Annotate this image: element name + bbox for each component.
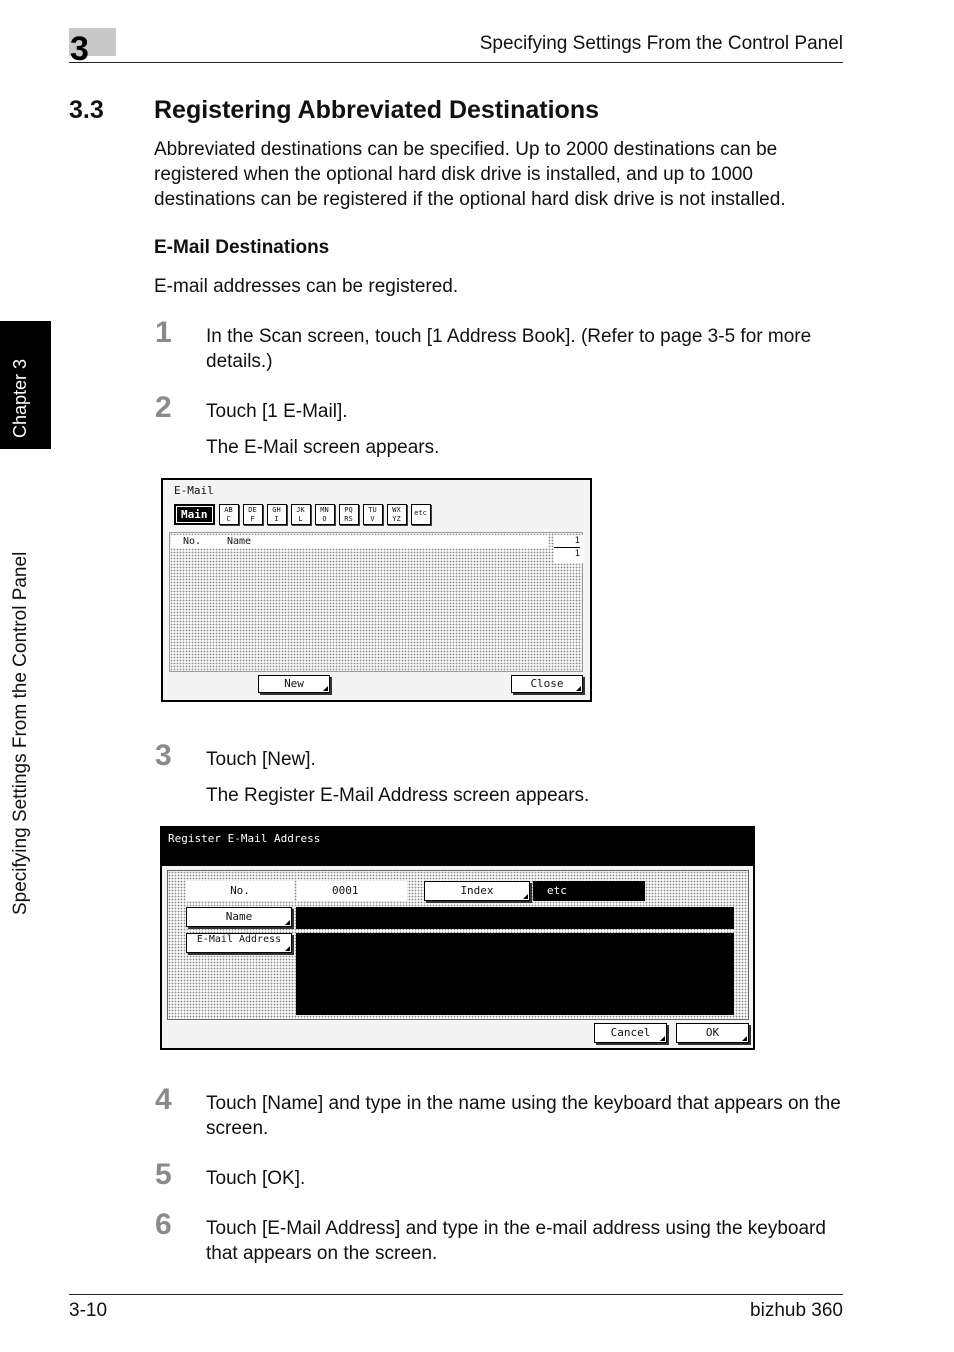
step-text: Touch [OK]. [206,1168,306,1189]
page-total: 1 [554,547,580,560]
tab-label: etc [414,508,427,517]
index-button[interactable] [424,881,530,901]
new-button[interactable] [258,675,330,693]
corner-mark [660,1036,665,1041]
step-result: The Register E-Mail Address screen appears. [206,785,590,806]
tab-main[interactable]: Main [174,504,215,525]
corner-mark [742,1036,747,1041]
step-number: 4 [155,1083,172,1116]
tab-tuv[interactable] [363,504,383,525]
tab-label: JK [296,505,305,514]
tab-label: I [274,514,279,523]
section-number: 3.3 [69,96,104,124]
subheading: E-Mail Destinations [154,237,330,258]
ok-button[interactable] [676,1023,749,1043]
column-no: No. [183,536,202,547]
step-number: 6 [155,1208,172,1241]
no-value: 0001 [297,881,407,901]
index-button-label: Index [460,884,494,897]
side-chapter-label: Chapter 3 [10,358,30,438]
register-email-screen [160,826,755,1050]
tab-label: O [322,514,327,523]
list-header [171,535,548,548]
step-text: Touch [Name] and type in the name using the keyboard that appears on the screen. [206,1093,841,1139]
name-button[interactable] [186,907,292,927]
destination-list [169,532,583,672]
name-button-label: Name [225,910,253,923]
tab-label: DE [248,505,257,514]
tab-label: TU [368,505,377,514]
section-title: Registering Abbreviated Destinations [154,96,599,124]
tab-label: WX [392,505,401,514]
screen-title: E-Mail [174,484,214,497]
running-title: Specifying Settings From the Control Panel [479,33,843,54]
chapter-number: 3 [70,30,89,68]
tab-label: MN [320,505,329,514]
new-button-label: New [284,677,304,690]
ok-button-label: OK [705,1026,720,1039]
corner-mark [523,894,528,899]
step-number: 5 [155,1158,172,1191]
email-address-button[interactable] [186,933,292,953]
cancel-button[interactable] [594,1023,667,1043]
tab-ghi[interactable] [267,504,287,525]
tab-label: F [250,514,255,523]
tab-label: PQ [344,505,353,514]
side-section-label: Specifying Settings From the Control Panel [10,551,31,915]
tab-wxyz[interactable] [387,504,407,525]
tab-label: L [298,514,303,523]
step-number: 3 [155,739,172,772]
column-name: Name [227,536,252,547]
product-name: bizhub 360 [750,1300,843,1321]
close-button[interactable] [511,675,583,693]
corner-mark [285,920,290,925]
email-address-field[interactable] [296,933,734,1015]
section-intro: Abbreviated destinations can be specified. Up to 2000 destinations can be registered when the optional hard disk drive is installed, and up to 1000 destinations can be registered if the optional hard disk drive is not installed. [154,139,786,210]
tab-abc[interactable] [219,504,239,525]
tab-def[interactable] [243,504,263,525]
email-screen [161,478,592,702]
step-number: 1 [155,316,172,349]
close-button-label: Close [530,677,564,690]
name-field[interactable] [296,907,734,929]
footer-rule [69,1294,843,1295]
tab-jkl[interactable] [291,504,311,525]
index-value: etc [533,881,645,901]
sub-intro: E-mail addresses can be registered. [154,276,459,297]
email-button-label: E-Mail Address [196,934,282,945]
corner-mark [323,686,328,691]
tab-label: AB [224,505,233,514]
tab-mno[interactable] [315,504,335,525]
page-number: 3-10 [69,1300,108,1321]
step-text: Touch [E-Mail Address] and type in the e-mail address using the keyboard that appears on the screen. [206,1218,826,1264]
tab-label: YZ [392,514,401,523]
screen-title: Register E-Mail Address [168,832,321,845]
step-text: Touch [1 E-Mail]. [206,401,348,422]
step-text: Touch [New]. [206,749,316,770]
header-rule [69,62,843,63]
page-current: 1 [574,536,580,546]
tab-label: GH [272,505,281,514]
index-tabs [174,502,431,526]
tab-etc[interactable] [411,504,431,525]
page-indicator [554,535,584,563]
corner-mark [576,686,581,691]
no-label: No. [186,881,294,901]
cancel-button-label: Cancel [610,1026,651,1039]
step-text: In the Scan screen, touch [1 Address Book]. (Refer to page 3-5 for more details.) [206,326,812,372]
tab-label: RS [344,514,353,523]
corner-mark [285,946,290,951]
tab-label: C [226,514,231,523]
tab-label: V [370,514,375,523]
tab-pqrs[interactable] [339,504,359,525]
step-number: 2 [155,391,172,424]
step-result: The E-Mail screen appears. [206,437,440,458]
